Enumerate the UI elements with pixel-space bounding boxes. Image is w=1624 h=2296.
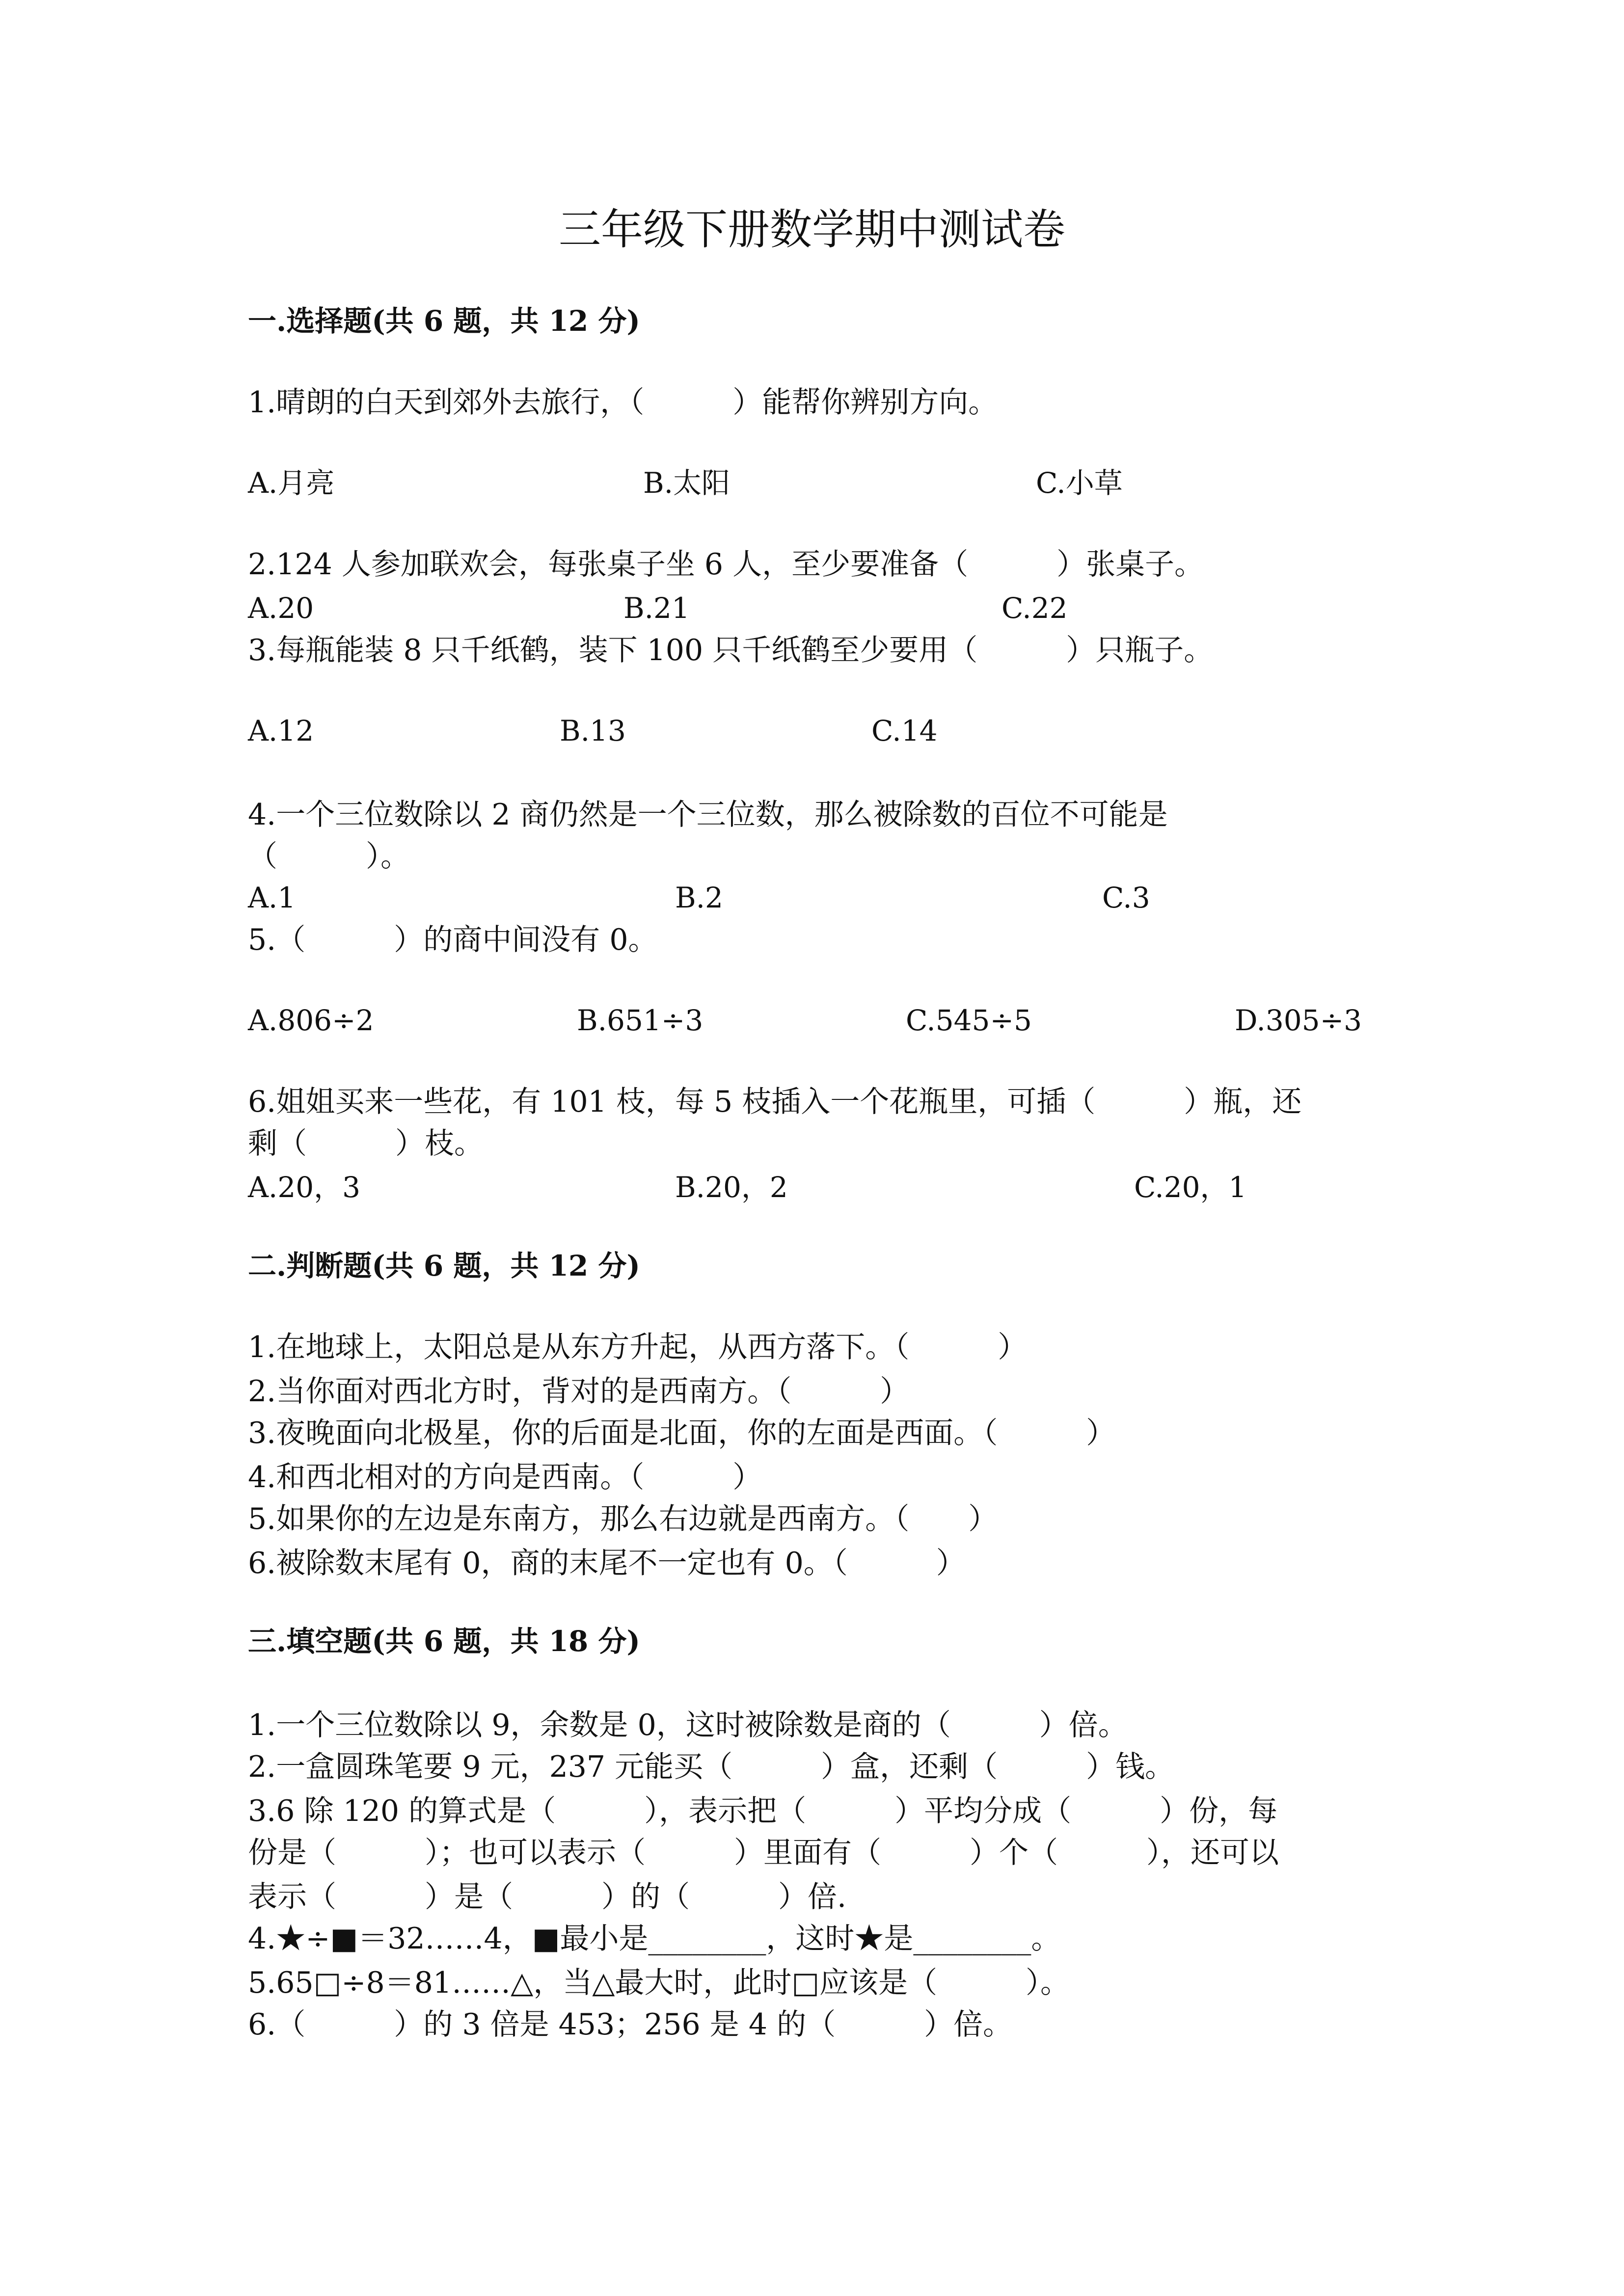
option-a: A.月亮 — [248, 466, 335, 500]
section-heading-judgment: 二.判断题(共 6 题，共 12 分) — [248, 1249, 640, 1282]
option-b: B.太阳 — [643, 466, 731, 500]
option-b: B.651÷3 — [577, 1004, 704, 1037]
option-a: A.20，3 — [248, 1171, 361, 1204]
question-2: 2.124 人参加联欢会，每张桌子坐 6 人，至少要准备（ ）张桌子。 — [248, 547, 1204, 582]
section-heading-fill-blank: 三.填空题(共 6 题，共 18 分) — [248, 1625, 640, 1658]
option-c: C.22 — [1001, 591, 1068, 625]
question-6-cont: 剩（ ）枝。 — [248, 1126, 484, 1161]
option-c: C.14 — [871, 714, 938, 748]
question-4-cont: （ ）。 — [248, 839, 410, 874]
question-4: 4.一个三位数除以 2 商仍然是一个三位数，那么被除数的百位不可能是 — [248, 798, 1168, 832]
page-title: 三年级下册数学期中测试卷 — [559, 205, 1065, 254]
fill-item-cont: 表示（ ）是（ ）的（ ）倍. — [248, 1880, 847, 1914]
option-a: A.12 — [248, 714, 314, 748]
option-b: B.21 — [623, 591, 690, 625]
fill-item-cont: 份是（ ）；也可以表示（ ）里面有（ ）个（ ），还可以 — [248, 1836, 1279, 1870]
fill-item: 3.6 除 120 的算式是（ ），表示把（ ）平均分成（ ）份，每 — [248, 1794, 1278, 1828]
option-b: B.2 — [675, 881, 723, 914]
option-a: A.806÷2 — [248, 1004, 374, 1037]
option-c: C.20，1 — [1134, 1171, 1247, 1204]
question-1: 1.晴朗的白天到郊外去旅行，（ ）能帮你辨别方向。 — [248, 385, 998, 420]
option-c: C.3 — [1102, 881, 1150, 914]
fill-item: 1.一个三位数除以 9，余数是 0，这时被除数是商的（ ）倍。 — [248, 1708, 1128, 1742]
option-c: C.545÷5 — [906, 1004, 1032, 1037]
option-c: C.小草 — [1036, 466, 1123, 500]
judgment-item: 3.夜晚面向北极星，你的后面是北面，你的左面是西面。（ ） — [248, 1416, 1116, 1450]
judgment-item: 5.如果你的左边是东南方，那么右边就是西南方。（ ） — [248, 1502, 998, 1536]
judgment-item: 4.和西北相对的方向是西南。（ ） — [248, 1460, 762, 1495]
question-6: 6.姐姐买来一些花，有 101 枝，每 5 枝插入一个花瓶里，可插（ ）瓶，还 — [248, 1085, 1302, 1119]
judgment-item: 1.在地球上，太阳总是从东方升起，从西方落下。（ ） — [248, 1330, 1028, 1364]
option-a: A.20 — [248, 591, 314, 625]
question-3: 3.每瓶能装 8 只千纸鹤，装下 100 只千纸鹤至少要用（ ）只瓶子。 — [248, 633, 1214, 667]
option-b: B.13 — [560, 714, 626, 748]
option-a: A.1 — [248, 881, 296, 914]
section-heading-choice: 一.选择题(共 6 题，共 12 分) — [248, 304, 640, 338]
question-5: 5.（ ）的商中间没有 0。 — [248, 923, 658, 957]
judgment-item: 2.当你面对西北方时，背对的是西南方。（ ） — [248, 1374, 910, 1409]
fill-item: 2.一盒圆珠笔要 9 元，237 元能买（ ）盒，还剩（ ）钱。 — [248, 1750, 1175, 1784]
fill-item: 5.65□÷8＝81……△，当△最大时，此时□应该是（ ）。 — [248, 1966, 1070, 2000]
fill-item: 4.★÷■＝32……4，■最小是________，这时★是________。 — [248, 1922, 1061, 1956]
judgment-item: 6.被除数末尾有 0，商的末尾不一定也有 0。（ ） — [248, 1546, 966, 1580]
fill-item: 6.（ ）的 3 倍是 453；256 是 4 的（ ）倍。 — [248, 2007, 1013, 2042]
option-d: D.305÷3 — [1235, 1004, 1362, 1037]
option-b: B.20，2 — [675, 1171, 788, 1204]
